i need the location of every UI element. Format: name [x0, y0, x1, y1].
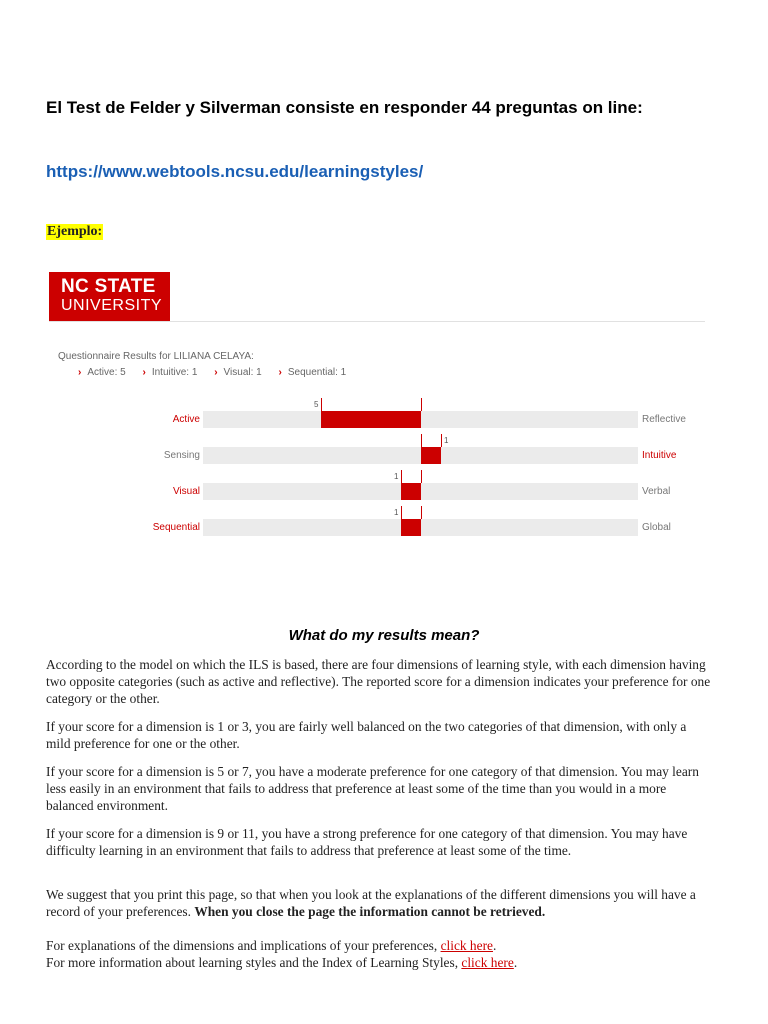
page-heading: El Test de Felder y Silverman consiste en responder 44 preguntas on line:	[46, 98, 643, 117]
header-divider	[49, 321, 705, 322]
results-paragraph-2: If your score for a dimension is 1 or 3, you are fairly well balanced on the two categories of that dimension, with only a mild preference for one or the other.	[46, 719, 687, 751]
dimension-track	[203, 519, 638, 536]
dimension-right-label: Intuitive	[642, 450, 677, 461]
score-value: 1	[394, 472, 399, 481]
ncstate-logo[interactable]	[49, 272, 170, 321]
dimension-right-label: Verbal	[642, 486, 671, 497]
example-label: Ejemplo:	[47, 224, 103, 239]
summary-item	[142, 367, 197, 378]
chevron-right-icon: ›	[78, 367, 82, 378]
logo-line1: NC STATE	[61, 276, 156, 297]
results-heading: What do my results mean?	[288, 627, 480, 644]
logo-line2: UNIVERSITY	[61, 297, 163, 314]
results-paragraph-5-bold: When you close the page the information cannot be retrieved.	[194, 904, 546, 919]
ils-url-link[interactable]: https://www.webtools.ncsu.edu/learningstyles/	[46, 162, 424, 181]
score-bar	[421, 447, 441, 464]
summary-label: Intuitive: 1	[151, 367, 198, 378]
summary-item	[279, 367, 347, 378]
score-tick	[421, 434, 422, 447]
explanations-click-here-link[interactable]: click here	[440, 938, 493, 953]
chevron-right-icon: ›	[214, 367, 218, 378]
score-value: 5	[314, 400, 319, 409]
dimension-right-label: Reflective	[642, 414, 686, 425]
results-paragraph-5	[46, 886, 711, 920]
dimension-track	[203, 447, 638, 464]
score-tick	[421, 506, 422, 519]
chevron-right-icon: ›	[278, 367, 282, 378]
results-paragraph-5-text: We suggest that you print this page, so that when you look at the explanations of the different dimensions you will have a record of your preferences.	[46, 887, 696, 919]
explanations-period: .	[492, 938, 497, 953]
dimension-left-label: Visual	[172, 486, 200, 497]
dimension-track	[203, 411, 638, 428]
summary-label: Sequential: 1	[287, 367, 347, 378]
score-bar	[401, 483, 421, 500]
score-tick	[321, 398, 322, 411]
summary-item	[78, 367, 126, 378]
score-tick	[421, 398, 422, 411]
summary-item	[214, 367, 262, 378]
score-value: 1	[394, 508, 399, 517]
results-paragraph-3: If your score for a dimension is 5 or 7, you have a moderate preference for one category of that dimension. You may learn less easily in an environment that fails to address that preference at least some of the time than you would in a more balanced environment.	[46, 764, 699, 813]
score-value: 1	[444, 436, 449, 445]
explanations-line	[46, 937, 711, 954]
more-info-text: For more information about learning styles and the Index of Learning Styles,	[46, 955, 462, 970]
score-tick	[401, 506, 402, 519]
dimension-left-label: Sequential	[152, 522, 200, 533]
more-info-line	[46, 954, 711, 971]
summary-label: Visual: 1	[223, 367, 262, 378]
score-tick	[421, 470, 422, 483]
more-info-period: .	[513, 955, 518, 970]
results-paragraph-4: If your score for a dimension is 9 or 11, you have a strong preference for one category of that dimension. You may have difficulty learning in an environment that fails to address that preference at least some of the time.	[46, 826, 688, 858]
dimension-left-label: Sensing	[163, 450, 200, 461]
results-paragraph-1: According to the model on which the ILS is based, there are four dimensions of learning style, with each dimension having two opposite categories (such as active and reflective). The reported score for a dimension indicates your preference for one category or the other.	[46, 657, 711, 706]
summary-label: Active: 5	[87, 367, 126, 378]
dimension-left-label: Active	[172, 414, 200, 425]
dimension-track	[203, 483, 638, 500]
chevron-right-icon: ›	[142, 367, 146, 378]
explanations-text: For explanations of the dimensions and implications of your preferences,	[46, 938, 441, 953]
score-bar	[321, 411, 421, 428]
questionnaire-title: Questionnaire Results for LILIANA CELAYA:	[58, 351, 254, 362]
score-bar	[401, 519, 421, 536]
more-info-click-here-link[interactable]: click here	[461, 955, 514, 970]
dimension-right-label: Global	[642, 522, 671, 533]
results-summary	[78, 367, 360, 378]
score-tick	[401, 470, 402, 483]
score-tick	[441, 434, 442, 447]
